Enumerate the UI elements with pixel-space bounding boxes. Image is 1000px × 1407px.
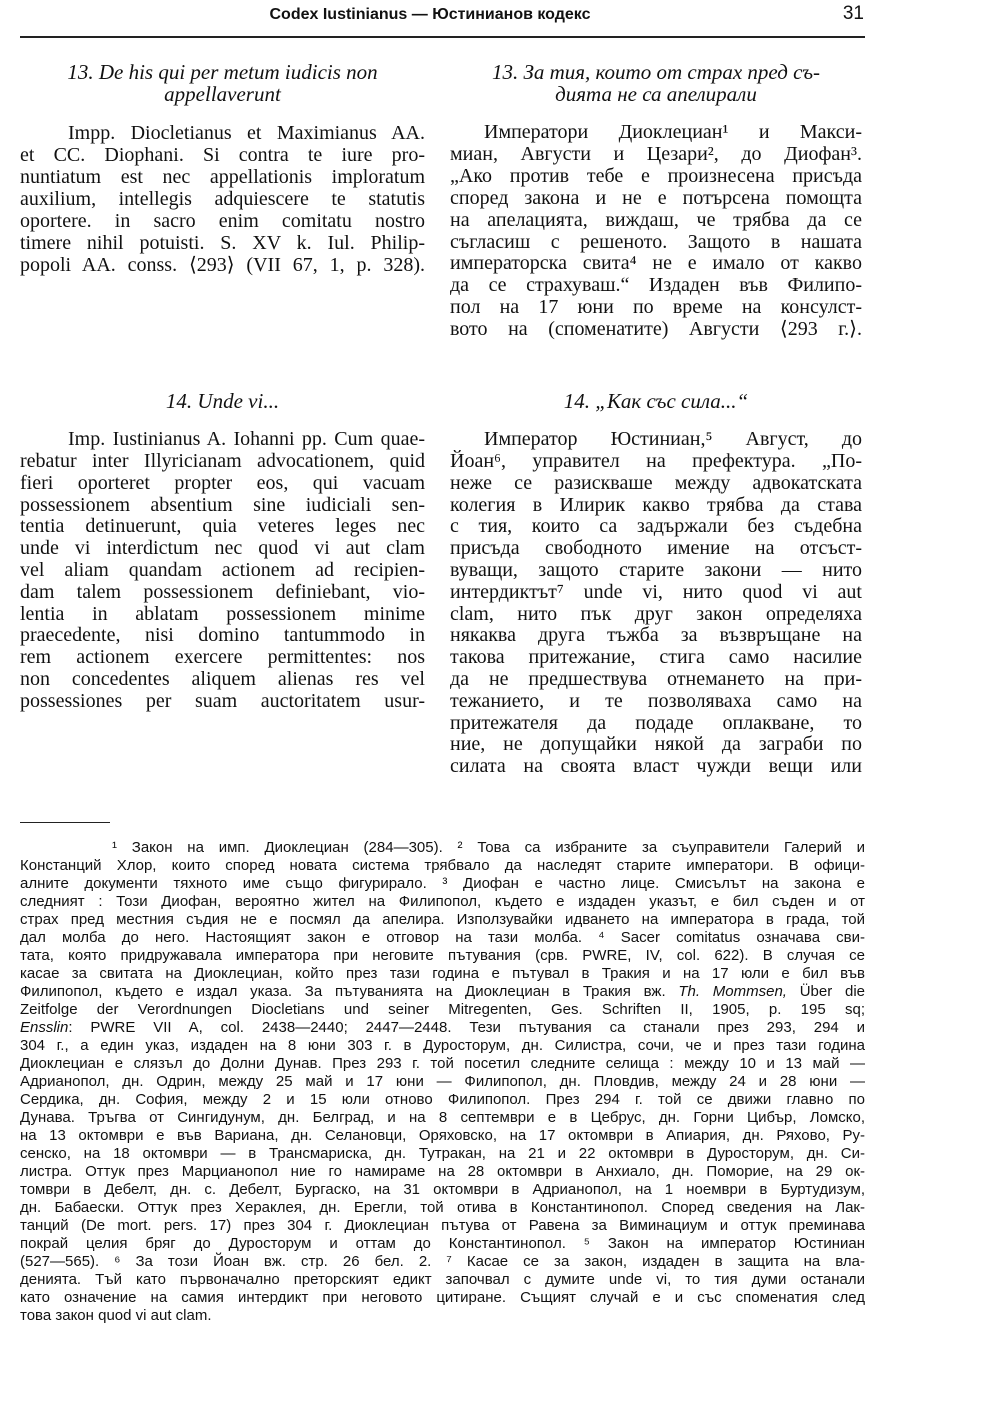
- text-line: танций (De mort. pers. 17) през 304 г. Диоклециан пътува от Равена за Виминациум и оттук преминава: [20, 1217, 865, 1234]
- text-line: appellaverunt: [164, 82, 281, 106]
- text-line: clam, нито пък друг закон определяха: [450, 602, 862, 625]
- text-line: Imp. Iustinianus A. Iohanni pp. Cum quae-: [68, 428, 425, 451]
- text-line: ¹ Закон на имп. Диоклециан (284—305). ² Това са избраните за съуправители Галерий и: [112, 839, 865, 856]
- text-line: nuntiatum est nec appellationis imploratum: [20, 166, 425, 188]
- footnote-separator: [20, 822, 110, 823]
- text-line: Император Юстиниан,⁵ Август, до: [484, 428, 862, 451]
- text-line: 13. De his qui per metum iudicis non: [67, 60, 378, 84]
- text-line: страх пред местния съдия не е посмял да апелира. Използувайки идването на императора в града, той: [20, 911, 865, 928]
- text-line: [20, 983, 865, 1001]
- text-line: 14. „Как със сила...“: [563, 389, 749, 413]
- page-number: 31: [842, 3, 864, 24]
- text-line: Сердика, дн. София, между 2 и 15 юли отново Филипопол. През 294 г. той се движи главно по: [20, 1091, 865, 1108]
- text-line: денията. Тъй като първоначално преторският едикт започвал с думите unde vi, то тия думи останали: [20, 1271, 865, 1288]
- text-line: тата, която придружавала императора при неговите пътувания (срв. PWRE, IV, col. 622). В случая се: [20, 947, 865, 964]
- text-line: fieri oporteret propter eos, qui vacuam: [20, 471, 425, 494]
- text-line: et CC. Diophani. Si contra te iure pro-: [20, 144, 425, 166]
- text-line: rem actionem exercere permittentes: nos: [20, 646, 425, 669]
- text-line: притежателя да подаде оплакване, то: [450, 711, 862, 734]
- text-line: съгласиш с решеното. Защото в нашата: [450, 230, 862, 253]
- text-line: oportere. in sacro enim comitatu nostro: [20, 210, 425, 232]
- text-line: сенско, на 18 октомври — в Трансмариска, дн. Тутракан, на 21 и 22 октомври в Дуросторум, дн. Си-: [20, 1145, 865, 1162]
- text-line: auxilium, intellegis adquiescere te statutis: [20, 188, 425, 210]
- text-line: пол на 17 юни по време на консулст-: [450, 296, 862, 319]
- text-line: Zeitfolge der Verordnungen Diocletians und seiner Mitregenten, Ges. Schriften II, 1905, p. 195 sq;: [20, 1001, 865, 1018]
- text-line: с тия, които са задържали без съдебна: [450, 515, 862, 538]
- text-segment: : PWRE VII A, col. 2438—2440; 2447—2448. Тези пътувания са станали през 293, 294 и: [68, 1019, 865, 1036]
- text-line: дн. Бабаески. Оттук през Хераклея, дн. Ерегли, той отива в Константинопол. Според сведения на Лак-: [20, 1199, 865, 1216]
- text-line: вуващи, защото старите закони — нито: [450, 558, 862, 581]
- text-line: Дунава. Тръгва от Сингидунум, дн. Белград, и на 8 септември е в Цебрус, дн. Горни Цибър, Ломско,: [20, 1109, 865, 1126]
- text-line: popoli AA. conss. ⟨293⟩ (VII 67, 1, p. 328).: [20, 254, 425, 276]
- text-line: покрай целия бряг до Дуросторум и оттам до Константинопол. ⁵ Закон на император Юстиниан: [20, 1235, 865, 1252]
- text-line: 304 г., а един указ, издаден на 8 юни 303 г. в Дуросторум, дн. Силистра, сочи, че и през тази година: [20, 1037, 865, 1054]
- text-line: Impp. Diocletianus et Maximianus AA.: [68, 122, 425, 144]
- text-line: Адрианопол, дн. Одрин, между 25 май и 17 юни — Филипопол, дн. Пловдив, между 24 и 28 юни —: [20, 1073, 865, 1090]
- text-line: Йоан⁶, управител на префектура. „По-: [450, 449, 862, 472]
- text-line: като означение на самия интердикт при неговото цитиране. Същият случай е и със споменатия след: [20, 1289, 865, 1306]
- text-line: Диоклециан е слязъл до Долни Дунав. През 293 г. той посетил следните селища : между 10 и 13 май —: [20, 1055, 865, 1072]
- text-line: тежанието, и те позволяваха само на: [450, 689, 862, 712]
- text-line: possessiones per suam auctoritatem usur-: [20, 689, 425, 712]
- text-line: Императори Диоклециан¹ и Макси-: [484, 121, 862, 144]
- text-line: миан, Августи и Цезари², до Диофан³.: [450, 142, 862, 165]
- text-line: 13. За тия, които от страх пред съ-: [491, 60, 821, 84]
- text-segment: Филипопол, където е издал указа. За пътуванията на Диоклециан в Тракия вж.: [20, 983, 679, 1000]
- text-line: possessionem absentium sine iudiciali sen-: [20, 493, 425, 516]
- running-header-title: Codex Iustinianus — Юстинианов кодекс: [269, 6, 591, 23]
- text-line: non concedentes aliquem alienas res vel: [20, 667, 425, 690]
- text-segment: Über die: [786, 983, 865, 1000]
- text-line: интердиктът⁷ unde vi, нито quod vi aut: [450, 580, 862, 603]
- text-line: unde vi interdictum nec quod vi aut clam: [20, 537, 425, 560]
- text-line: (527—565). ⁶ За този Йоан вж. стр. 26 бел. 2. ⁷ Касае се за закон, издаден в защита на вла-: [20, 1253, 865, 1270]
- text-line: lentia in ablatam possessionem minime: [20, 602, 425, 625]
- text-line: tentia detinuerunt, quia veteres leges nec: [20, 515, 425, 538]
- text-line: листра. Оттук през Марцианопол ние го намираме на 28 октомври в Анхиало, дн. Поморие, на 29 ок-: [20, 1163, 865, 1180]
- text-line: dam talem possessionem definiebant, vio-: [20, 580, 425, 603]
- text-line: да се страхуваш.“ Издаден във Филипо-: [450, 274, 862, 297]
- text-line: [20, 1019, 865, 1037]
- text-line: дал молба до него. Настоящият закон е отговор на тази молба. ⁴ Sacer comitatus означава сви-: [20, 929, 865, 946]
- text-line: timere nihil potuisti. S. XV k. Iul. Philip-: [20, 232, 425, 254]
- text-line: Констанций Хлор, които според новата система трябвало да наследят старите императори. В офици-: [20, 857, 865, 874]
- text-line: ние, не допущайки някой да заграби по: [450, 733, 862, 756]
- text-line: вото на (споменатите) Августи ⟨293 г.⟩.: [450, 318, 862, 341]
- text-line: да не предшествува отнемането на при-: [450, 667, 862, 690]
- text-line: касае за свитата на Диоклециан, който през тази година е пътувал в Тракия и на 17 юли е бил във: [20, 965, 865, 982]
- text-line: алните документи тяхното име също фигурирало. ³ Диофан е частно лице. Смисълът на закона е: [20, 875, 865, 892]
- text-line: томври в Дебелт, дн. с. Дебелт, Бургаско, на 31 октомври в Адрианопол, на 1 ноември в Буртудизум,: [20, 1181, 865, 1198]
- text-line: според закона и не е потърсена помощта: [450, 186, 862, 209]
- text-line: присъда свободното имение на отсъст-: [450, 537, 862, 560]
- italic-citation: Ensslin: [20, 1019, 69, 1036]
- text-line: това закон quod vi aut clam.: [20, 1307, 212, 1324]
- text-line: rebatur inter Illyricianam advocationem, quid: [20, 449, 425, 472]
- text-line: неже се разискваше между адвокатската: [450, 471, 862, 494]
- text-line: на 13 октомври е във Вариана, дн. Селановци, Оряховско, на 17 октомври в Апиария, дн. Ряхово, Ру-: [20, 1127, 865, 1144]
- text-line: на апелацията, виждаш, че трябва да се: [450, 208, 862, 231]
- text-line: такова притежание, стига само насилие: [450, 646, 862, 669]
- text-line: praecedente, nisi domino tantummodo in: [20, 624, 425, 647]
- text-line: колегия в Илирик какво трябва да става: [450, 493, 862, 516]
- text-line: дията не са апелирали: [555, 82, 757, 106]
- text-line: 14. Unde vi...: [165, 389, 280, 413]
- italic-citation: Th. Mommsen,: [678, 983, 787, 1000]
- text-line: някаква друга тъжба за възвръщане на: [450, 624, 862, 647]
- text-line: силата на своята власт чужди вещи или: [450, 755, 862, 778]
- text-line: „Ако против тебе е произнесена присъда: [450, 164, 862, 187]
- text-line: императорска свита⁴ не е имало от какво: [450, 252, 862, 275]
- header-rule: [20, 36, 865, 38]
- text-line: следният : Този Диофан, вероятно жител на Филипопол, където е издаден указът, е бил съден и от: [20, 893, 865, 910]
- text-line: vel aliam quandam actionem ad recipien-: [20, 558, 425, 581]
